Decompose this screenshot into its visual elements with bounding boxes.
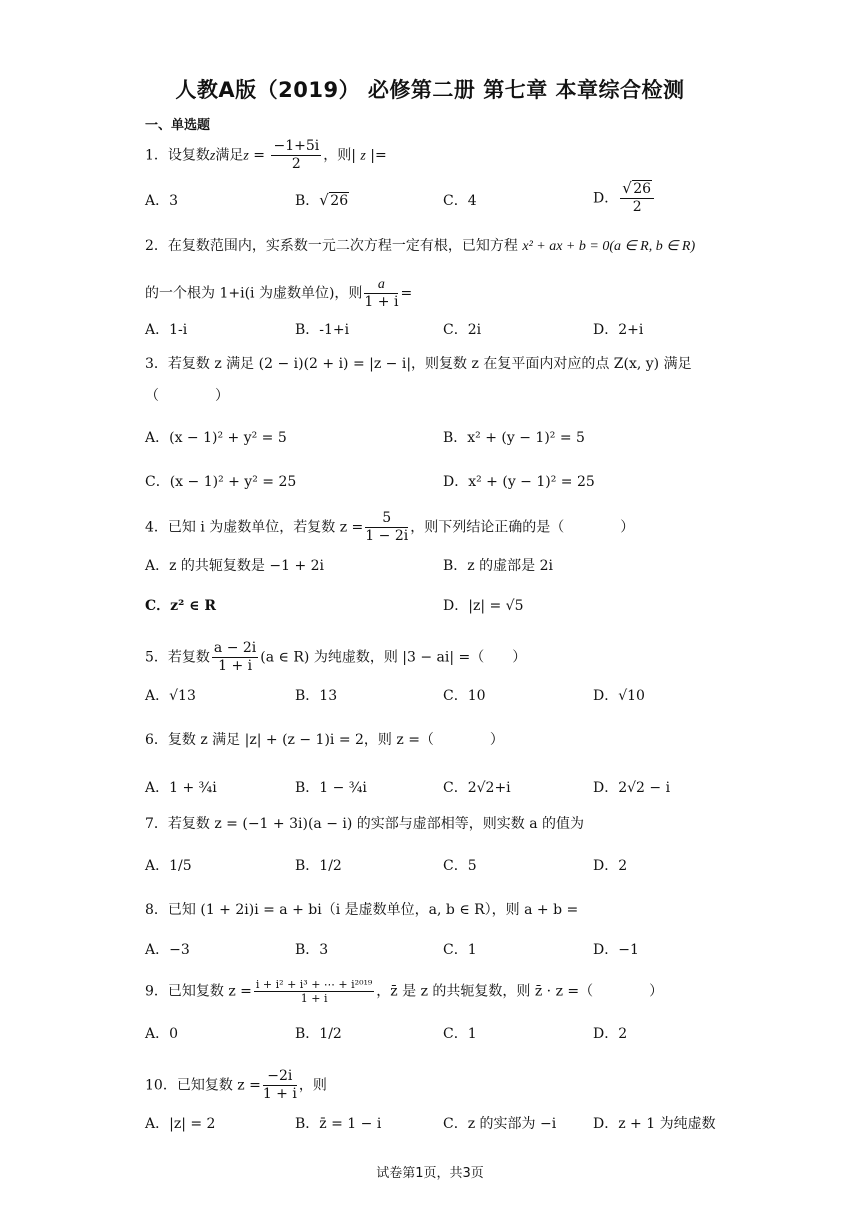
fraction: $\frac{-1+5i}{2}$	[273, 138, 320, 172]
option-3b: B．x² + (y − 1)² = 5	[443, 430, 585, 446]
question-3-line2: （ ）	[145, 388, 229, 404]
option-10a: A．|z| = 2	[145, 1116, 216, 1132]
option-4b: B．z 的虚部是 2i	[443, 558, 553, 574]
option-8c: C．1	[443, 942, 477, 958]
page-title: 人教A版（2019） 必修第二册 第七章 本章综合检测	[175, 78, 685, 102]
option-10b: B．z̄ = 1 − i	[295, 1116, 382, 1132]
option-2b: B．-1+i	[295, 322, 350, 338]
section-heading: 一、单选题	[145, 118, 211, 133]
question-5: 5．若复数 $\frac{a - 2i}{1 + i}$ (a ∈ R) 为纯虚数，则 |3 − ai| =（ ）	[145, 640, 527, 674]
option-2a: A．1-i	[145, 322, 188, 338]
option-9c: C．1	[443, 1026, 477, 1042]
option-1d: D． √ 26 2	[593, 181, 656, 216]
option-5c: C．10	[443, 688, 486, 704]
option-2c: C．2i	[443, 322, 482, 338]
option-8b: B．3	[295, 942, 329, 958]
question-7: 7．若复数 z = (−1 + 3i)(a − i) 的实部与虚部相等，则实数 a 的值为	[145, 816, 585, 832]
option-3c: C．(x − 1)² + y² = 25	[145, 474, 297, 490]
question-6: 6．复数 z 满足 |z| + (z − 1)i = 2，则 z =（ ）	[145, 732, 504, 748]
option-7c: C．5	[443, 858, 477, 874]
question-10: 10．已知复数 z = $\frac{-2i}{1 + i}$ ，则	[145, 1068, 327, 1102]
option-3a: A．(x − 1)² + y² = 5	[145, 430, 287, 446]
option-6c: C．2√2+i	[443, 780, 511, 796]
option-4d: D．|z| = √5	[443, 598, 524, 614]
option-7a: A．1/5	[145, 858, 192, 874]
question-2-line1: 2．在复数范围内，实系数一元二次方程一定有根，已知方程 x² + ax + b = 0(a ∈ R, b ∈ R)	[145, 238, 696, 254]
option-4c: C．z² ∈ R	[145, 598, 216, 614]
option-9b: B．1/2	[295, 1026, 342, 1042]
option-1a: A．3	[145, 193, 179, 209]
option-10c: C．z 的实部为 −i	[443, 1116, 557, 1132]
question-3-line1: 3．若复数 z 满足 (2 − i)(2 + i) = |z − i|，则复数 z 在复平面内对应的点 Z(x, y) 满足	[145, 356, 692, 372]
option-2d: D．2+i	[593, 322, 644, 338]
option-5b: B．13	[295, 688, 338, 704]
option-9a: A．0	[145, 1026, 179, 1042]
option-5d: D．√10	[593, 688, 645, 704]
option-7b: B．1/2	[295, 858, 342, 874]
option-6a: A．1 + ¾i	[145, 780, 217, 796]
page-footer: 试卷第1页，共3页	[376, 1166, 484, 1181]
option-9d: D．2	[593, 1026, 628, 1042]
question-2-line2: 的一个根为 1+i(i 为虚数单位)，则 $\frac{a}{1 + i}$ =	[145, 277, 413, 310]
option-6d: D．2√2 − i	[593, 780, 671, 796]
option-6b: B．1 − ¾i	[295, 780, 367, 796]
option-4a: A．z 的共轭复数是 −1 + 2i	[145, 558, 325, 574]
question-9: 9．已知复数 z = $\frac{\text{i + i² + i³ + ⋯ + i²⁰¹⁹}}{1 + i}$ ，z̄ 是 z 的共轭复数，则 z̄ · z =（ ）	[145, 978, 664, 1005]
option-8a: A．−3	[145, 942, 190, 958]
question-4: 4．已知 i 为虚数单位，若复数 z = $\frac{5}{1 - 2i}$ ，则下列结论正确的是（ ）	[145, 510, 635, 544]
option-5a: A．√13	[145, 688, 196, 704]
option-8d: D．−1	[593, 942, 639, 958]
option-1b: B． √ 26	[295, 191, 349, 209]
option-3d: D．x² + (y − 1)² = 25	[443, 474, 595, 490]
option-10d: D．z + 1 为纯虚数	[593, 1116, 716, 1132]
option-1c: C．4	[443, 193, 477, 209]
option-7d: D．2	[593, 858, 628, 874]
question-8: 8．已知 (1 + 2i)i = a + bi（i 是虚数单位，a, b ∈ R），则 a + b =	[145, 902, 579, 918]
question-1: 1．设复数z满足z = $\frac{-1+5i}{2}$ ，则| z |=	[145, 138, 387, 172]
